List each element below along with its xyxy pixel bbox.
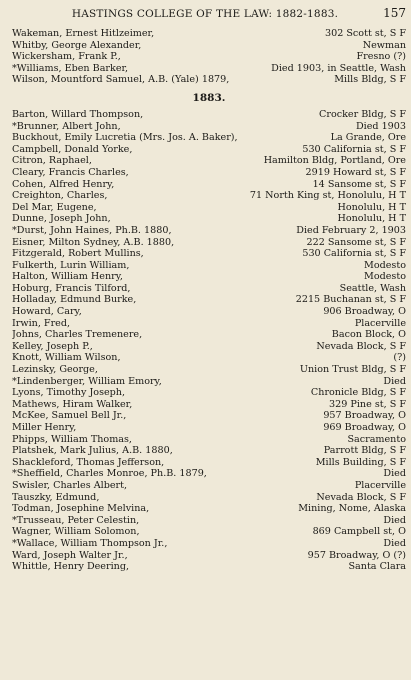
section-heading: 1883. <box>192 91 226 104</box>
entry-name: Shackleford, Thomas Jefferson, <box>12 456 165 468</box>
entry-name: *Trusseau, Peter Celestin, <box>12 514 140 526</box>
entry-row <box>12 538 406 550</box>
page-header <box>12 6 406 28</box>
entry-address: Bacon Block, O <box>331 329 406 341</box>
section-entry-list <box>12 109 406 573</box>
entry-name: Dunne, Joseph John, <box>12 213 111 225</box>
entry-name: Swisler, Charles Albert, <box>12 479 128 491</box>
entry-address: 869 Campbell st, O <box>312 526 406 538</box>
entry-address: (?) <box>393 352 406 364</box>
entry-address: Placerville <box>354 479 406 491</box>
entry-address: Newman <box>362 39 406 51</box>
entry-address: Died February 2, 1903 <box>296 224 406 236</box>
entry-name: *Durst, John Haines, Ph.B. 1880, <box>12 224 172 236</box>
entry-name: Lezinsky, George, <box>12 364 98 376</box>
entry-row <box>12 422 406 434</box>
entry-row <box>12 28 406 40</box>
entry-row <box>12 248 406 260</box>
entry-name: *Sheffield, Charles Monroe, Ph.B. 1879, <box>12 468 207 480</box>
entry-address: La Grande, Ore <box>330 132 406 144</box>
entry-name: Holladay, Edmund Burke, <box>12 294 137 306</box>
entry-address: 969 Broadway, O <box>323 422 406 433</box>
entry-address: Modesto <box>364 271 406 283</box>
entry-row <box>12 306 406 318</box>
entry-address: 329 Pine st, S F <box>329 398 406 410</box>
entry-row <box>12 341 406 353</box>
entry-row <box>12 468 406 480</box>
entry-address: 302 Scott st, S F <box>325 28 406 39</box>
entry-row <box>12 190 406 202</box>
entry-row <box>12 457 406 469</box>
entry-name: Wakeman, Ernest Hitlzeimer, <box>12 28 155 39</box>
entry-row <box>12 434 406 446</box>
entry-row <box>12 399 406 411</box>
entry-name: Knott, William Wilson, <box>12 352 121 364</box>
entry-name: Platshek, Mark Julius, A.B. 1880, <box>12 445 173 457</box>
entry-row <box>12 503 406 515</box>
entry-row <box>12 155 406 167</box>
entry-row <box>12 121 406 133</box>
entry-name: Irwin, Fred, <box>12 317 71 329</box>
entry-name: Halton, William Henry, <box>12 271 123 283</box>
entry-row <box>12 51 406 63</box>
entry-address: Parrott Bldg, S F <box>323 445 406 457</box>
entry-name: Miller Henry, <box>12 422 77 433</box>
entry-row <box>12 260 406 272</box>
entry-name: Mathews, Hiram Walker, <box>12 398 133 410</box>
entry-address: Nevada Block, S F <box>316 340 406 352</box>
entry-row <box>12 561 406 573</box>
entry-address: Honolulu, H T <box>337 213 406 225</box>
entry-address: 71 North King st, Honolulu, H T <box>249 190 406 202</box>
entry-name: Howard, Cary, <box>12 306 82 318</box>
entry-row <box>12 376 406 388</box>
entry-name: Ward, Joseph Walter Jr., <box>12 549 128 561</box>
entry-row <box>12 179 406 191</box>
entry-row <box>12 515 406 527</box>
entry-name: *Williams, Eben Barker, <box>12 62 129 74</box>
entry-row <box>12 410 406 422</box>
entry-address: 2215 Buchanan st, S F <box>295 294 406 306</box>
entry-address: Honolulu, H T <box>337 201 406 213</box>
entry-name: Buckhout, Emily Lucretia (Mrs. Jos. A. Baker), <box>12 132 238 144</box>
entry-row <box>12 213 406 225</box>
entry-address: 530 California st, S F <box>302 248 406 260</box>
entry-name: *Brunner, Albert John, <box>12 120 121 132</box>
entry-row <box>12 109 406 121</box>
entry-address: Died <box>383 468 406 480</box>
entry-address: Mills Bldg, S F <box>334 74 406 86</box>
entry-row <box>12 318 406 330</box>
entry-row <box>12 74 406 86</box>
entry-row <box>12 283 406 295</box>
entry-name: Whittle, Henry Deering, <box>12 561 130 573</box>
entry-name: Hoburg, Francis Tilford, <box>12 282 131 294</box>
entry-address: Died <box>383 375 406 387</box>
entry-name: Wilson, Mountford Samuel, A.B. (Yale) 1879, <box>12 74 230 86</box>
continued-entry-list <box>12 28 406 86</box>
entry-name: Wickersham, Frank P., <box>12 51 121 63</box>
running-title: HASTINGS COLLEGE OF THE LAW: 1882-1883. <box>71 8 339 20</box>
entry-row <box>12 202 406 214</box>
entry-address: Modesto <box>364 259 406 271</box>
entry-name: Phipps, William Thomas, <box>12 433 132 445</box>
entry-row <box>12 387 406 399</box>
entry-row <box>12 526 406 538</box>
entry-row <box>12 445 406 457</box>
entry-row <box>12 364 406 376</box>
entry-address: 14 Sansome st, S F <box>312 178 406 190</box>
entry-address: Chronicle Bldg, S F <box>310 387 406 399</box>
entry-name: Tauszky, Edmund, <box>12 491 100 503</box>
entry-row <box>12 144 406 156</box>
entry-row <box>12 237 406 249</box>
entry-row <box>12 167 406 179</box>
entry-name: McKee, Samuel Bell Jr., <box>12 410 127 422</box>
entry-name: Cohen, Alfred Henry, <box>12 178 115 190</box>
entry-address: Mining, Nome, Alaska <box>298 503 406 515</box>
entry-address: Died 1903 <box>355 120 406 132</box>
entry-name: Kelley, Joseph P., <box>12 340 93 352</box>
entry-name: Barton, Willard Thompson, <box>12 108 144 120</box>
entry-name: Cleary, Francis Charles, <box>12 166 129 178</box>
entry-row <box>12 492 406 504</box>
entry-address: 222 Sansome st, S F <box>306 236 406 248</box>
entry-address: Hamilton Bldg, Portland, Ore <box>263 155 406 167</box>
entry-row <box>12 550 406 562</box>
entry-row <box>12 225 406 237</box>
entry-name: Campbell, Donald Yorke, <box>12 143 133 155</box>
entry-row <box>12 63 406 75</box>
entry-row <box>12 271 406 283</box>
entry-address: Died 1903, in Seattle, Wash <box>271 62 406 74</box>
entry-name: Johns, Charles Tremenere, <box>12 329 143 341</box>
entry-address: Union Trust Bldg, S F <box>299 364 406 376</box>
entry-address: Seattle, Wash <box>339 282 406 294</box>
entry-row <box>12 329 406 341</box>
entry-name: Todman, Josephine Melvina, <box>12 503 150 515</box>
entry-address: Nevada Block, S F <box>316 491 406 503</box>
entry-address: Sacramento <box>347 433 406 445</box>
entry-name: Creighton, Charles, <box>12 190 108 202</box>
entry-address: 957 Broadway, O (?) <box>307 549 406 561</box>
entry-row <box>12 352 406 364</box>
entry-name: *Wallace, William Thompson Jr., <box>12 537 168 549</box>
entry-row <box>12 480 406 492</box>
entry-name: Wagner, William Solomon, <box>12 526 140 538</box>
entry-row <box>12 40 406 52</box>
entry-name: Del Mar, Eugene, <box>12 201 97 213</box>
entry-name: Fitzgerald, Robert Mullins, <box>12 248 144 260</box>
entry-address: 906 Broadway, O <box>323 306 406 318</box>
entry-address: Santa Clara <box>348 561 406 573</box>
entry-name: Lyons, Timothy Joseph, <box>12 387 126 399</box>
entry-address: Fresno (?) <box>356 51 406 63</box>
entry-address: Died <box>383 514 406 526</box>
entry-name: Fulkerth, Lurin William, <box>12 259 130 271</box>
entry-name: Whitby, George Alexander, <box>12 39 142 51</box>
entry-name: Citron, Raphael, <box>12 155 92 167</box>
entry-address: Placerville <box>354 317 406 329</box>
entry-row <box>12 132 406 144</box>
page-number: 157 <box>383 6 406 20</box>
entry-address: 2919 Howard st, S F <box>305 166 406 178</box>
entry-row <box>12 294 406 306</box>
entry-address: 530 California st, S F <box>302 143 406 155</box>
entry-name: *Lindenberger, William Emory, <box>12 375 162 387</box>
entry-address: Mills Building, S F <box>315 456 406 468</box>
entry-address: Crocker Bldg, S F <box>319 108 406 120</box>
entry-address: Died <box>383 537 406 549</box>
entry-address: 957 Broadway, O <box>323 410 406 422</box>
entry-name: Eisner, Milton Sydney, A.B. 1880, <box>12 236 175 248</box>
